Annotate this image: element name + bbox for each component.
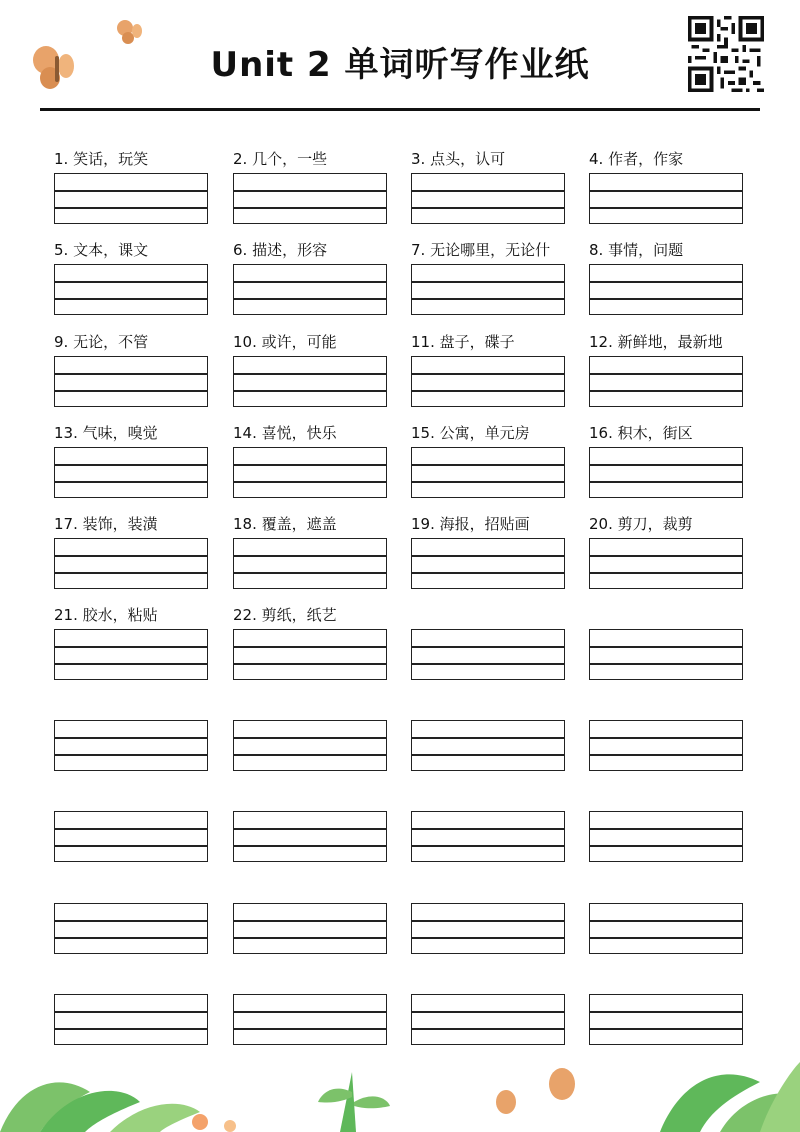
answer-lines[interactable] — [54, 903, 208, 954]
answer-lines[interactable] — [233, 811, 387, 862]
writing-line — [590, 1011, 742, 1013]
answer-lines[interactable] — [233, 173, 387, 224]
writing-line — [234, 298, 386, 300]
writing-line — [412, 920, 564, 922]
writing-line — [55, 737, 207, 739]
writing-line — [590, 373, 742, 375]
writing-line — [234, 464, 386, 466]
answer-lines[interactable] — [54, 994, 208, 1045]
answer-lines[interactable] — [54, 720, 208, 771]
page-title: Unit 2 单词听写作业纸 — [210, 45, 590, 85]
answer-lines[interactable] — [54, 356, 208, 407]
writing-line — [412, 298, 564, 300]
writing-line — [590, 737, 742, 739]
writing-line — [590, 190, 742, 192]
answer-lines[interactable] — [411, 264, 565, 315]
writing-line — [234, 646, 386, 648]
writing-line — [590, 390, 742, 392]
writing-line — [234, 1028, 386, 1030]
answer-lines[interactable] — [589, 720, 743, 771]
writing-line — [234, 920, 386, 922]
writing-line — [412, 754, 564, 756]
writing-line — [55, 920, 207, 922]
writing-line — [412, 646, 564, 648]
writing-line — [55, 1011, 207, 1013]
word-prompt: 6. 描述，形容 — [233, 241, 328, 259]
answer-lines[interactable] — [411, 720, 565, 771]
writing-line — [55, 845, 207, 847]
word-prompt: 9. 无论，不管 — [54, 333, 149, 351]
writing-line — [412, 1028, 564, 1030]
answer-lines[interactable] — [54, 629, 208, 680]
answer-lines[interactable] — [589, 447, 743, 498]
writing-line — [412, 937, 564, 939]
writing-line — [55, 298, 207, 300]
writing-line — [590, 845, 742, 847]
word-prompt: 16. 积木，街区 — [589, 424, 693, 442]
writing-line — [412, 828, 564, 830]
writing-line — [412, 572, 564, 574]
writing-line — [590, 663, 742, 665]
writing-line — [55, 828, 207, 830]
word-prompt: 22. 剪纸，纸艺 — [233, 606, 337, 624]
writing-line — [412, 663, 564, 665]
writing-line — [234, 572, 386, 574]
writing-line — [55, 1028, 207, 1030]
writing-line — [234, 207, 386, 209]
answer-lines[interactable] — [411, 173, 565, 224]
writing-line — [234, 281, 386, 283]
word-prompt: 21. 胶水，粘贴 — [54, 606, 158, 624]
answer-lines[interactable] — [411, 994, 565, 1045]
writing-line — [412, 390, 564, 392]
answer-lines[interactable] — [411, 538, 565, 589]
answer-lines[interactable] — [411, 356, 565, 407]
writing-line — [412, 190, 564, 192]
writing-line — [234, 737, 386, 739]
answer-lines[interactable] — [54, 264, 208, 315]
answer-lines[interactable] — [233, 356, 387, 407]
word-prompt: 13. 气味，嗅觉 — [54, 424, 158, 442]
answer-lines[interactable] — [411, 629, 565, 680]
writing-line — [234, 190, 386, 192]
answer-lines[interactable] — [589, 356, 743, 407]
writing-line — [590, 298, 742, 300]
answer-lines[interactable] — [233, 447, 387, 498]
writing-line — [412, 845, 564, 847]
writing-line — [234, 390, 386, 392]
word-prompt: 3. 点头，认可 — [411, 150, 506, 168]
answer-lines[interactable] — [54, 811, 208, 862]
answer-lines[interactable] — [233, 994, 387, 1045]
writing-line — [412, 207, 564, 209]
writing-line — [234, 373, 386, 375]
writing-line — [590, 646, 742, 648]
writing-line — [234, 1011, 386, 1013]
writing-line — [55, 663, 207, 665]
writing-line — [412, 481, 564, 483]
answer-lines[interactable] — [589, 264, 743, 315]
writing-line — [590, 464, 742, 466]
answer-lines[interactable] — [411, 903, 565, 954]
writing-line — [55, 464, 207, 466]
plant-decoration-icon — [0, 1042, 800, 1132]
writing-line — [412, 281, 564, 283]
answer-lines[interactable] — [54, 447, 208, 498]
answer-lines[interactable] — [54, 538, 208, 589]
word-prompt: 8. 事情，问题 — [589, 241, 684, 259]
word-prompt: 19. 海报，招贴画 — [411, 515, 530, 533]
answer-lines[interactable] — [589, 538, 743, 589]
writing-line — [412, 464, 564, 466]
writing-line — [590, 937, 742, 939]
title-divider — [40, 108, 760, 111]
writing-line — [234, 828, 386, 830]
qr-code-icon — [688, 16, 764, 92]
answer-lines[interactable] — [411, 811, 565, 862]
writing-line — [234, 937, 386, 939]
writing-line — [55, 481, 207, 483]
answer-lines[interactable] — [233, 629, 387, 680]
answer-lines[interactable] — [589, 811, 743, 862]
answer-lines[interactable] — [411, 447, 565, 498]
writing-line — [412, 1011, 564, 1013]
writing-line — [590, 281, 742, 283]
answer-lines[interactable] — [233, 720, 387, 771]
writing-line — [55, 937, 207, 939]
answer-lines[interactable] — [589, 629, 743, 680]
writing-line — [590, 207, 742, 209]
word-prompt: 7. 无论哪里，无论什 — [411, 241, 551, 259]
writing-line — [55, 190, 207, 192]
writing-line — [412, 373, 564, 375]
writing-line — [55, 390, 207, 392]
word-prompt: 14. 喜悦，快乐 — [233, 424, 337, 442]
writing-line — [590, 920, 742, 922]
answer-lines[interactable] — [233, 903, 387, 954]
writing-line — [590, 828, 742, 830]
word-prompt: 5. 文本，课文 — [54, 241, 149, 259]
answer-lines[interactable] — [589, 903, 743, 954]
writing-line — [234, 754, 386, 756]
word-prompt: 2. 几个，一些 — [233, 150, 328, 168]
writing-line — [55, 207, 207, 209]
writing-line — [55, 555, 207, 557]
writing-line — [55, 281, 207, 283]
word-prompt: 10. 或许，可能 — [233, 333, 337, 351]
answer-lines[interactable] — [589, 994, 743, 1045]
writing-line — [412, 555, 564, 557]
writing-line — [590, 555, 742, 557]
answer-lines[interactable] — [589, 173, 743, 224]
answer-lines[interactable] — [233, 264, 387, 315]
writing-line — [590, 481, 742, 483]
answer-lines[interactable] — [54, 173, 208, 224]
writing-line — [55, 373, 207, 375]
writing-line — [234, 481, 386, 483]
word-prompt: 17. 装饰，装潢 — [54, 515, 158, 533]
writing-line — [590, 1028, 742, 1030]
writing-line — [234, 663, 386, 665]
writing-line — [55, 646, 207, 648]
answer-lines[interactable] — [233, 538, 387, 589]
writing-line — [55, 754, 207, 756]
writing-line — [234, 845, 386, 847]
writing-line — [234, 555, 386, 557]
word-prompt: 20. 剪刀，裁剪 — [589, 515, 693, 533]
word-prompt: 1. 笑话，玩笑 — [54, 150, 149, 168]
word-prompt: 18. 覆盖，遮盖 — [233, 515, 337, 533]
writing-line — [55, 572, 207, 574]
word-prompt: 12. 新鲜地，最新地 — [589, 333, 723, 351]
writing-line — [590, 572, 742, 574]
writing-line — [412, 737, 564, 739]
word-prompt: 15. 公寓，单元房 — [411, 424, 530, 442]
word-prompt: 4. 作者，作家 — [589, 150, 684, 168]
word-prompt: 11. 盘子，碟子 — [411, 333, 515, 351]
writing-line — [590, 754, 742, 756]
